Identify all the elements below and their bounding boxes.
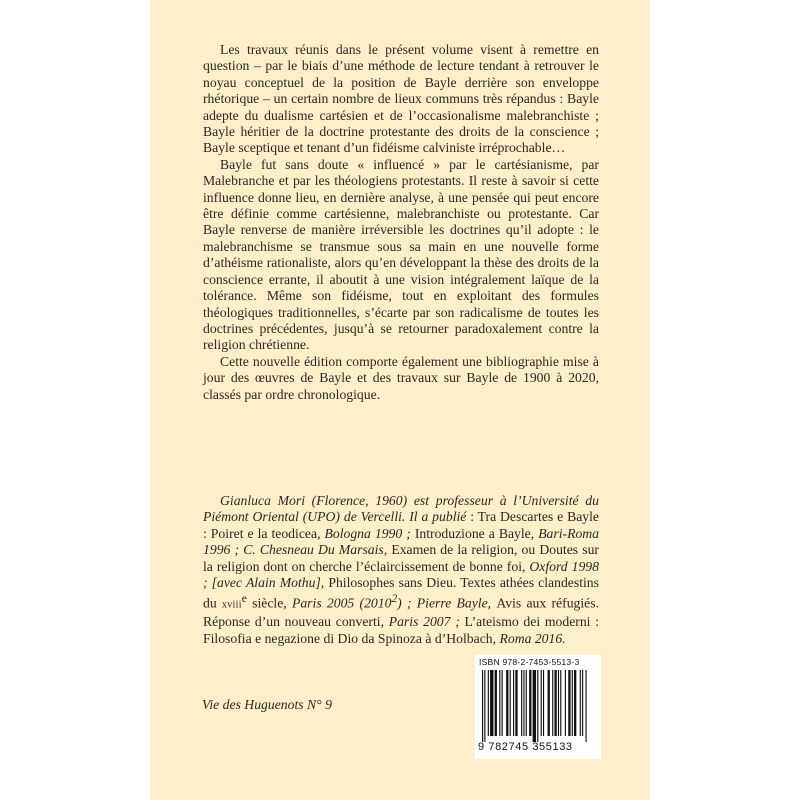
barcode-bar	[506, 670, 508, 736]
century: xviii	[221, 600, 242, 611]
barcode-bar	[558, 670, 559, 736]
barcode-bar	[510, 670, 511, 736]
barcode-bar	[565, 670, 566, 736]
work-title: Philosophes sans Dieu. Textes athées clandestins du	[203, 575, 599, 611]
barcode-icon	[482, 670, 594, 742]
barcode-bar	[543, 670, 544, 736]
work-title: Examen de la religion, ou Doutes sur la religion dont on cherche l’éclaircissement de bonne foi	[203, 542, 599, 574]
barcode-bar	[484, 670, 485, 742]
blurb-paragraph: Les travaux réunis dans le présent volume visent à remettre en question – par le biais d’une méthode de lecture tendant à retrouver le noyau conceptuel de la position de Bayle derrière son enveloppe rhétorique – un certain nombre de lieux communs très répandus : Bayle adepte du dualisme cartésien et de l’occasionalisme malebranchiste ; Bayle héritier de la doctrine protestante des droits de la conscience ; Bayle sceptique et tenant d’un fidéisme calviniste irréprochable…	[203, 42, 599, 156]
barcode-bar	[533, 670, 536, 742]
isbn-label: ISBN 978-2-7453-5513-3	[479, 657, 580, 667]
bio-intro: Gianluca Mori (Florence, 1960) est professeur à l’Université du Piémont Oriental (UPO) de Vercelli. Il a publié	[203, 493, 599, 525]
barcode-bar	[502, 670, 503, 736]
barcode-bar	[574, 670, 576, 736]
work-place: , Oxford 1998 ; [avec Alain Mothu],	[203, 558, 599, 591]
barcode-bar	[490, 670, 493, 736]
barcode-bar	[568, 670, 570, 736]
barcode-bar	[495, 670, 497, 736]
blurb-paragraph: Bayle fut sans doute « influencé » par le cartésianisme, par Malebranche et par les théologiens protestants. Il reste à savoir si cette influence donne lieu, en dernière analyse, à une pensée qui peut encore être définie comme cartésienne, malebranchiste ou protestante. Car Bayle renverse de manière irréversible les doctrines qu’il adopte : le malebranchisme se transmue sous sa main en une nouvelle forme d’athéisme rationaliste, alors qu’en développant la thèse des droits de la conscience errante, il aboutit à une vision intégralement laïque de la tolérance. Même son fidéisme, tout en exploitant des formules théologiques traditionnelles, s’écarte par son radicalisme de toutes les doctrines précédentes, jusqu’à se retourner paradoxalement contre la religion chrétienne.	[203, 156, 599, 353]
barcode-bar	[554, 670, 556, 736]
work-place: , Bologna 1990 ;	[317, 525, 415, 541]
work-title: siècle	[246, 596, 284, 611]
author-bio	[203, 493, 599, 647]
barcode-bar	[537, 670, 538, 742]
work-title: Introduzione a Bayle	[414, 525, 531, 541]
barcode-bar	[580, 670, 581, 736]
barcode-digits: 9 782745 355133	[478, 741, 573, 753]
blurb	[203, 42, 599, 403]
barcode-bar	[526, 670, 527, 736]
barcode-bar	[488, 670, 489, 736]
barcode-bar	[586, 670, 587, 742]
work-place: , Bari-Roma 1996 ; C. Chesneau Du Marsais,	[203, 525, 600, 558]
barcode-bar	[523, 670, 524, 736]
barcode-bar	[482, 670, 483, 742]
barcode-bar	[513, 670, 514, 736]
work-place: , Paris 2005 (2010	[283, 596, 392, 611]
work-title: L’ateismo dei moderni : Filosofia e negazione di Dio da Spinoza à d’Holbach	[203, 614, 600, 646]
barcode-bar	[515, 670, 517, 736]
barcode-bar	[552, 670, 553, 736]
bio-colon: :	[466, 509, 478, 525]
work-title: Avis aux réfugiés. Réponse d’un nouveau converti	[203, 596, 600, 630]
barcode-bar	[548, 670, 550, 736]
barcode-bar	[529, 670, 531, 736]
work-title: Tra Descartes e Bayle : Poiret e la teodicea	[203, 509, 599, 541]
barcode-bar	[499, 670, 500, 736]
work-place: , Roma 2016.	[492, 630, 566, 646]
work-place: , Paris 2007 ;	[380, 614, 465, 630]
century-sup: e	[241, 593, 247, 606]
barcode-box	[475, 655, 601, 759]
barcode-bar	[541, 670, 542, 736]
barcode-bar	[521, 670, 522, 736]
barcode-bar	[582, 670, 583, 736]
barcode-bar	[560, 670, 561, 736]
work-place: ) ; Pierre Bayle,	[397, 596, 497, 611]
blurb-paragraph: Cette nouvelle édition comporte également une bibliographie mise à jour des œuvres de Bayle et des travaux sur Bayle de 1900 à 2020, classés par ordre chronologique.	[203, 353, 599, 402]
series-label: Vie des Huguenots N° 9	[202, 697, 332, 712]
barcode-bar	[572, 670, 573, 736]
edition-sup: 2	[391, 593, 398, 606]
